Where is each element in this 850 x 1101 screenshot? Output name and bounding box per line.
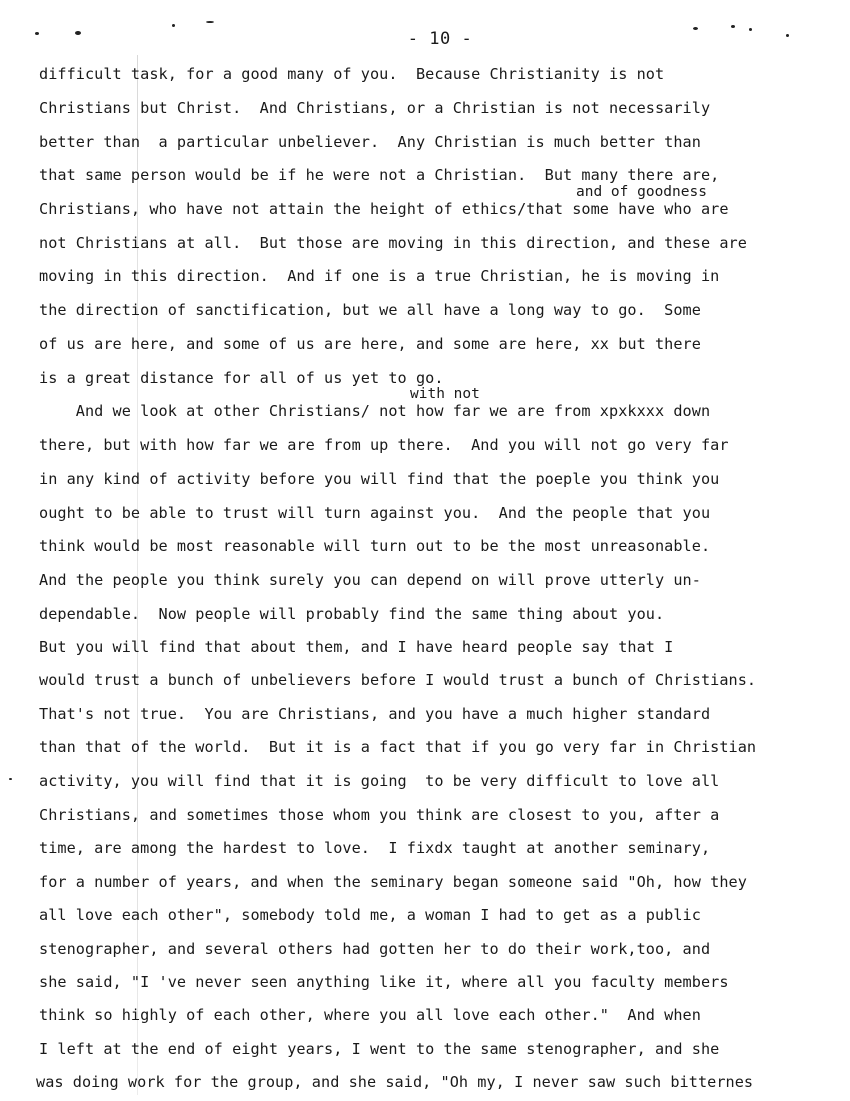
text-line: time, are among the hardest to love. I fixdx taught at another seminary, [39,839,711,857]
text-line: difficult task, for a good many of you. Because Christianity is not [39,65,665,83]
text-line: for a number of years, and when the seminary began someone said "Oh, how they [39,873,747,891]
text-line: Christians but Christ. And Christians, or a Christian is not necessarily [39,99,711,117]
text-line: activity, you will find that it is going to be very difficult to love all [39,772,720,790]
text-line: would trust a bunch of unbelievers before I would trust a bunch of Christians. [39,671,757,689]
text-line: there, but with how far we are from up there. And you will not go very far [39,436,729,454]
ink-speck [731,25,735,28]
text-line: But you will find that about them, and I have heard people say that I [39,638,674,656]
text-line: And we look at other Christians/ not how far we are from xpxkxxx down [39,402,711,420]
text-line: than that of the world. But it is a fact that if you go very far in Christian [39,738,757,756]
text-line: I left at the end of eight years, I went to the same stenographer, and she [39,1040,720,1058]
text-line: better than a particular unbeliever. Any Christian is much better than [39,133,701,151]
text-line: in any kind of activity before you will find that the poeple you think you [39,470,720,488]
text-line: That's not true. You are Christians, and you have a much higher standard [39,705,711,723]
text-line: she said, "I 've never seen anything like it, where all you faculty members [39,973,729,991]
text-line: was doing work for the group, and she said, "Oh my, I never saw such bitternes [36,1073,754,1091]
text-line: stenographer, and several others had gotten her to do their work,too, and [39,940,711,958]
interlinear-insert-goodness: and of goodness [576,184,707,200]
text-line: think so highly of each other, where you all love each other." And when [39,1006,701,1024]
ink-speck [9,778,12,780]
text-line: Christians, and sometimes those whom you think are closest to you, after a [39,806,720,824]
text-line: not Christians at all. But those are moving in this direction, and these are [39,234,747,252]
text-line: that same person would be if he were not a Christian. But many there are, [39,166,720,184]
ink-speck [206,21,214,23]
text-line: ought to be able to trust will turn against you. And the people that you [39,504,711,522]
interlinear-insert-with-not: with not [410,386,480,402]
text-line: all love each other", somebody told me, a woman I had to get as a public [39,906,701,924]
page-number: - 10 - [407,29,473,49]
text-line: And the people you think surely you can depend on will prove utterly un- [39,571,701,589]
text-line: moving in this direction. And if one is a true Christian, he is moving in [39,267,720,285]
text-line: dependable. Now people will probably find the same thing about you. [39,605,665,623]
text-line: Christians, who have not attain the height of ethics/that some have who are [39,200,729,218]
text-line: the direction of sanctification, but we all have a long way to go. Some [39,301,701,319]
ink-speck [172,24,175,27]
text-line: think would be most reasonable will turn out to be the most unreasonable. [39,537,711,555]
text-line: is a great distance for all of us yet to go. [39,369,444,387]
text-line: of us are here, and some of us are here, and some are here, xx but there [39,335,701,353]
